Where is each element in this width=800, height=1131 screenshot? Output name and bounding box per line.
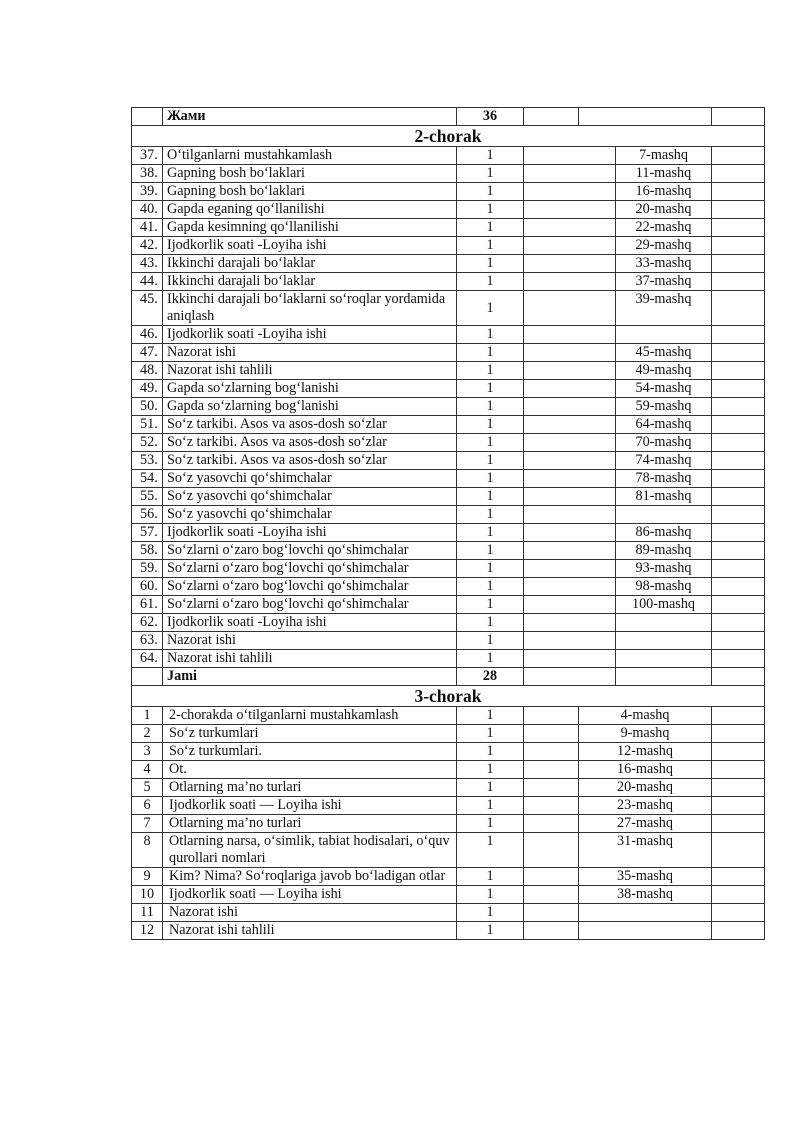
row-hours: 1 — [457, 362, 524, 380]
row-exercise — [616, 614, 712, 632]
q1-total-row — [132, 108, 765, 126]
row-topic: Otlarning ma’no turlari — [163, 815, 457, 833]
row-exercise: 98-mashq — [616, 578, 712, 596]
row-exercise — [616, 326, 712, 344]
row-number: 38. — [132, 165, 163, 183]
row-exercise: 29-mashq — [616, 237, 712, 255]
row-number: 61. — [132, 596, 163, 614]
q2-total-row — [132, 668, 765, 686]
row-number: 7 — [132, 815, 163, 833]
table-row — [132, 219, 765, 237]
row-topic: Ijodkorlik soati -Loyiha ishi — [163, 326, 457, 344]
row-topic: Ijodkorlik soati -Loyiha ishi — [163, 524, 457, 542]
row-number: 56. — [132, 506, 163, 524]
row-hours: 1 — [457, 488, 524, 506]
table-row — [132, 707, 765, 725]
row-topic: So‘z turkumlari. — [163, 743, 457, 761]
table-row — [132, 201, 765, 219]
table-row — [132, 255, 765, 273]
table-row — [132, 524, 765, 542]
table-row — [132, 868, 765, 886]
q2-header-row — [132, 126, 765, 147]
row-hours: 1 — [457, 868, 524, 886]
table-row — [132, 147, 765, 165]
row-exercise: 16-mashq — [616, 183, 712, 201]
row-hours: 1 — [457, 743, 524, 761]
q3-header-row — [132, 686, 765, 707]
row-exercise: 93-mashq — [616, 560, 712, 578]
row-exercise — [579, 904, 712, 922]
row-number: 1 — [132, 707, 163, 725]
row-exercise: 70-mashq — [616, 434, 712, 452]
row-exercise: 38-mashq — [579, 886, 712, 904]
row-number: 64. — [132, 650, 163, 668]
table-row — [132, 886, 765, 904]
table-row — [132, 904, 765, 922]
table-row — [132, 488, 765, 506]
table-row — [132, 237, 765, 255]
row-exercise: 39-mashq — [616, 291, 712, 326]
row-number: 50. — [132, 398, 163, 416]
row-hours: 1 — [457, 650, 524, 668]
row-topic: Nazorat ishi — [163, 904, 457, 922]
row-exercise: 37-mashq — [616, 273, 712, 291]
row-exercise: 45-mashq — [616, 344, 712, 362]
row-topic: So‘z yasovchi qo‘shimchalar — [163, 488, 457, 506]
row-exercise: 31-mashq — [579, 833, 712, 868]
table-body — [132, 108, 765, 940]
row-exercise: 9-mashq — [579, 725, 712, 743]
row-number: 49. — [132, 380, 163, 398]
row-topic: So‘z yasovchi qo‘shimchalar — [163, 470, 457, 488]
row-exercise: 4-mashq — [579, 707, 712, 725]
row-hours: 1 — [457, 578, 524, 596]
table-row — [132, 506, 765, 524]
row-number: 51. — [132, 416, 163, 434]
row-hours: 1 — [457, 344, 524, 362]
table-row — [132, 452, 765, 470]
row-hours: 1 — [457, 524, 524, 542]
table-row — [132, 650, 765, 668]
row-number: 52. — [132, 434, 163, 452]
row-hours: 1 — [457, 904, 524, 922]
row-topic: So‘z tarkibi. Asos va asos-dosh so‘zlar — [163, 416, 457, 434]
row-exercise: 16-mashq — [579, 761, 712, 779]
row-exercise — [616, 632, 712, 650]
row-exercise — [616, 506, 712, 524]
row-number: 5 — [132, 779, 163, 797]
table-row — [132, 183, 765, 201]
row-topic: So‘z tarkibi. Asos va asos-dosh so‘zlar — [163, 452, 457, 470]
row-hours: 1 — [457, 147, 524, 165]
table-row — [132, 922, 765, 940]
row-hours: 1 — [457, 201, 524, 219]
q2-title: 2-chorak — [132, 126, 765, 147]
row-exercise: 100-mashq — [616, 596, 712, 614]
table-row — [132, 380, 765, 398]
row-number: 10 — [132, 886, 163, 904]
table-row — [132, 416, 765, 434]
row-topic: Gapning bosh bo‘laklari — [163, 165, 457, 183]
row-hours: 1 — [457, 560, 524, 578]
row-hours: 1 — [457, 542, 524, 560]
row-exercise: 22-mashq — [616, 219, 712, 237]
row-topic: Ikkinchi darajali bo‘laklar — [163, 273, 457, 291]
table-row — [132, 273, 765, 291]
row-topic: Gapda eganing qo‘llanilishi — [163, 201, 457, 219]
row-number: 2 — [132, 725, 163, 743]
row-number: 54. — [132, 470, 163, 488]
row-topic: Ikkinchi darajali bo‘laklarni so‘roqlar yordamida aniqlash — [163, 291, 457, 326]
row-hours: 1 — [457, 183, 524, 201]
row-exercise: 23-mashq — [579, 797, 712, 815]
row-topic: Nazorat ishi tahlili — [163, 362, 457, 380]
row-topic: Ijodkorlik soati -Loyiha ishi — [163, 237, 457, 255]
row-hours: 1 — [457, 398, 524, 416]
row-number: 48. — [132, 362, 163, 380]
row-hours: 1 — [457, 452, 524, 470]
row-number: 62. — [132, 614, 163, 632]
row-exercise: 64-mashq — [616, 416, 712, 434]
row-exercise: 20-mashq — [579, 779, 712, 797]
row-number: 39. — [132, 183, 163, 201]
row-topic: So‘z tarkibi. Asos va asos-dosh so‘zlar — [163, 434, 457, 452]
row-hours: 1 — [457, 416, 524, 434]
row-exercise: 33-mashq — [616, 255, 712, 273]
table-row — [132, 362, 765, 380]
table-row — [132, 815, 765, 833]
row-exercise: 54-mashq — [616, 380, 712, 398]
row-number: 9 — [132, 868, 163, 886]
row-exercise: 20-mashq — [616, 201, 712, 219]
row-hours: 1 — [457, 506, 524, 524]
row-number: 58. — [132, 542, 163, 560]
row-topic: 2-chorakda o‘tilganlarni mustahkamlash — [163, 707, 457, 725]
row-hours: 1 — [457, 632, 524, 650]
row-hours: 1 — [457, 614, 524, 632]
row-number: 3 — [132, 743, 163, 761]
row-hours: 1 — [457, 165, 524, 183]
row-topic: Gapda so‘zlarning bog‘lanishi — [163, 380, 457, 398]
row-exercise: 81-mashq — [616, 488, 712, 506]
table-row — [132, 344, 765, 362]
table-row — [132, 560, 765, 578]
row-exercise: 89-mashq — [616, 542, 712, 560]
table-row — [132, 434, 765, 452]
row-number: 60. — [132, 578, 163, 596]
row-exercise — [579, 922, 712, 940]
q1-total-label: Жами — [163, 108, 457, 126]
row-exercise: 49-mashq — [616, 362, 712, 380]
row-topic: Nazorat ishi — [163, 344, 457, 362]
row-topic: Ot. — [163, 761, 457, 779]
row-topic: Ijodkorlik soati — Loyiha ishi — [163, 797, 457, 815]
row-exercise: 11-mashq — [616, 165, 712, 183]
q2-total-label: Jami — [163, 668, 457, 686]
row-topic: Ijodkorlik soati -Loyiha ishi — [163, 614, 457, 632]
row-number: 37. — [132, 147, 163, 165]
row-topic: Gapda kesimning qo‘llanilishi — [163, 219, 457, 237]
lesson-plan-table — [131, 107, 765, 940]
row-number: 63. — [132, 632, 163, 650]
row-number: 8 — [132, 833, 163, 868]
row-number: 43. — [132, 255, 163, 273]
row-hours: 1 — [457, 922, 524, 940]
table-row — [132, 725, 765, 743]
row-topic: O‘tilganlarni mustahkamlash — [163, 147, 457, 165]
row-topic: So‘zlarni o‘zaro bog‘lovchi qo‘shimchalar — [163, 542, 457, 560]
row-topic: So‘zlarni o‘zaro bog‘lovchi qo‘shimchalar — [163, 596, 457, 614]
row-topic: Nazorat ishi — [163, 632, 457, 650]
row-topic: Ikkinchi darajali bo‘laklar — [163, 255, 457, 273]
table-row — [132, 779, 765, 797]
row-number: 40. — [132, 201, 163, 219]
row-exercise: 7-mashq — [616, 147, 712, 165]
row-number: 42. — [132, 237, 163, 255]
row-hours: 1 — [457, 815, 524, 833]
row-number: 12 — [132, 922, 163, 940]
row-hours: 1 — [457, 255, 524, 273]
row-exercise: 74-mashq — [616, 452, 712, 470]
q1-total-hours: 36 — [457, 108, 524, 126]
table-row — [132, 165, 765, 183]
row-hours: 1 — [457, 596, 524, 614]
table-row — [132, 596, 765, 614]
row-exercise — [616, 650, 712, 668]
row-exercise: 59-mashq — [616, 398, 712, 416]
q3-title: 3-chorak — [132, 686, 765, 707]
row-topic: Gapning bosh bo‘laklari — [163, 183, 457, 201]
row-topic: Otlarning ma’no turlari — [163, 779, 457, 797]
row-exercise: 86-mashq — [616, 524, 712, 542]
table-row — [132, 632, 765, 650]
row-topic: So‘z turkumlari — [163, 725, 457, 743]
table-row — [132, 761, 765, 779]
row-hours: 1 — [457, 237, 524, 255]
row-number: 4 — [132, 761, 163, 779]
row-number: 57. — [132, 524, 163, 542]
row-topic: Kim? Nima? So‘roqlariga javob bo‘ladigan otlar — [163, 868, 457, 886]
row-number: 53. — [132, 452, 163, 470]
table-row — [132, 743, 765, 761]
row-number: 41. — [132, 219, 163, 237]
row-exercise: 35-mashq — [579, 868, 712, 886]
row-number: 55. — [132, 488, 163, 506]
row-hours: 1 — [457, 273, 524, 291]
row-topic: So‘zlarni o‘zaro bog‘lovchi qo‘shimchalar — [163, 578, 457, 596]
row-hours: 1 — [457, 779, 524, 797]
row-hours: 1 — [457, 326, 524, 344]
row-number: 45. — [132, 291, 163, 326]
row-hours: 1 — [457, 833, 524, 868]
row-hours: 1 — [457, 434, 524, 452]
table-row — [132, 326, 765, 344]
table-row — [132, 470, 765, 488]
row-number: 47. — [132, 344, 163, 362]
row-exercise: 12-mashq — [579, 743, 712, 761]
row-hours: 1 — [457, 470, 524, 488]
q2-total-hours: 28 — [457, 668, 524, 686]
row-hours: 1 — [457, 707, 524, 725]
row-topic: So‘z yasovchi qo‘shimchalar — [163, 506, 457, 524]
row-topic: Ijodkorlik soati — Loyiha ishi — [163, 886, 457, 904]
row-hours: 1 — [457, 761, 524, 779]
table-row — [132, 398, 765, 416]
row-number: 6 — [132, 797, 163, 815]
table-row — [132, 542, 765, 560]
row-topic: Nazorat ishi tahlili — [163, 650, 457, 668]
row-hours: 1 — [457, 797, 524, 815]
row-hours: 1 — [457, 380, 524, 398]
row-topic: Nazorat ishi tahlili — [163, 922, 457, 940]
row-topic: So‘zlarni o‘zaro bog‘lovchi qo‘shimchalar — [163, 560, 457, 578]
row-topic: Otlarning narsa, o‘simlik, tabiat hodisalari, o‘quv qurollari nomlari — [163, 833, 457, 868]
row-exercise: 78-mashq — [616, 470, 712, 488]
table-row — [132, 291, 765, 326]
row-number: 46. — [132, 326, 163, 344]
table-row — [132, 833, 765, 868]
row-exercise: 27-mashq — [579, 815, 712, 833]
row-hours: 1 — [457, 219, 524, 237]
table-row — [132, 614, 765, 632]
table-row — [132, 797, 765, 815]
row-number: 11 — [132, 904, 163, 922]
row-hours: 1 — [457, 725, 524, 743]
row-number: 44. — [132, 273, 163, 291]
row-number: 59. — [132, 560, 163, 578]
row-hours: 1 — [457, 886, 524, 904]
row-hours: 1 — [457, 291, 524, 326]
table-row — [132, 578, 765, 596]
row-topic: Gapda so‘zlarning bog‘lanishi — [163, 398, 457, 416]
